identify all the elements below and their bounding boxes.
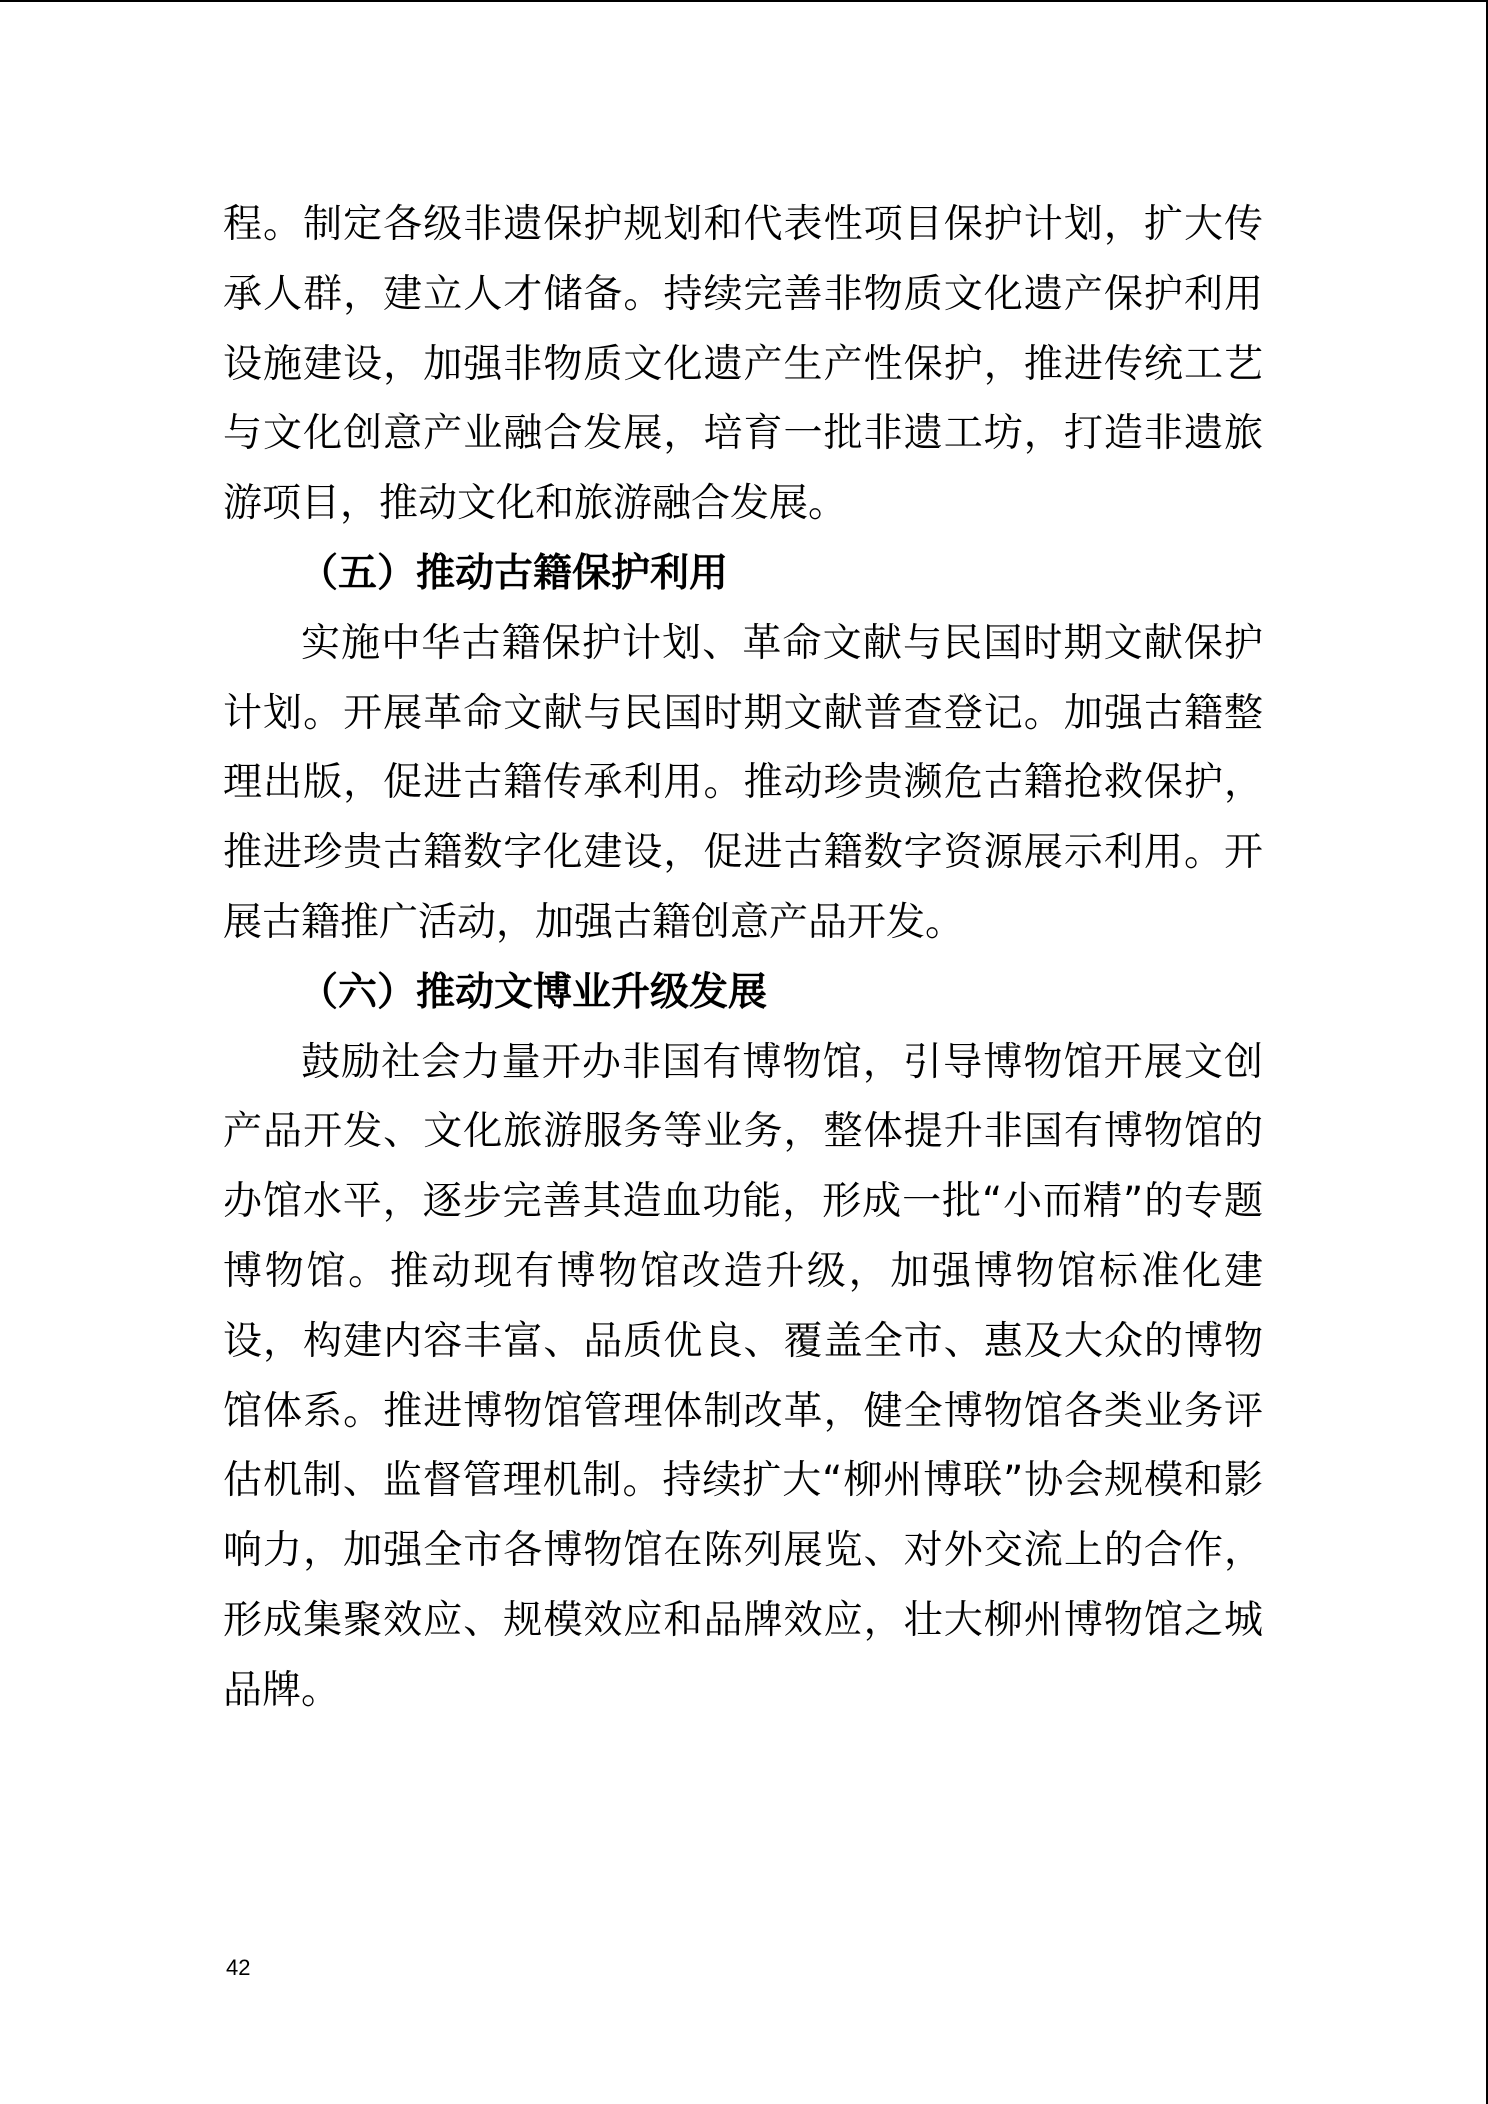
paragraph-museums: 鼓励社会力量开办非国有博物馆，引导博物馆开展文创产品开发、文化旅游服务等业务，整体提升非国有博物馆的办馆水平，逐步完善其造血功能，形成一批“小而精”的专题博物馆。推动现有博物馆改造升级，加强博物馆标准化建设，构建内容丰富、品质优良、覆盖全市、惠及大众的博物馆体系。推进博物馆管理体制改革，健全博物馆各类业务评估机制、监督管理机制。持续扩大“柳州博联”协会规模和影响力，加强全市各博物馆在陈列展览、对外交流上的合作，形成集聚效应、规模效应和品牌效应，壮大柳州博物馆之城品牌。 bbox=[223, 1039, 1263, 1713]
page-body bbox=[223, 190, 1263, 1726]
section-heading-museums: （六）推动文博业升级发展 bbox=[299, 969, 768, 1015]
page-number: 42 bbox=[226, 1955, 251, 1980]
section-heading-ancient-books: （五）推动古籍保护利用 bbox=[299, 550, 729, 596]
paragraph-ancient-books: 实施中华古籍保护计划、革命文献与民国时期文献保护计划。开展革命文献与民国时期文献普查登记。加强古籍整理出版，促进古籍传承利用。推动珍贵濒危古籍抢救保护，推进珍贵古籍数字化建设，促进古籍数字资源展示利用。开展古籍推广活动，加强古籍创意产品开发。 bbox=[223, 620, 1263, 945]
paragraph-intangible-heritage: 程。制定各级非遗保护规划和代表性项目保护计划，扩大传承人群，建立人才储备。持续完善非物质文化遗产保护利用设施建设，加强非物质文化遗产生产性保护，推进传统工艺与文化创意产业融合发展，培育一批非遗工坊，打造非遗旅游项目，推动文化和旅游融合发展。 bbox=[223, 202, 1263, 527]
